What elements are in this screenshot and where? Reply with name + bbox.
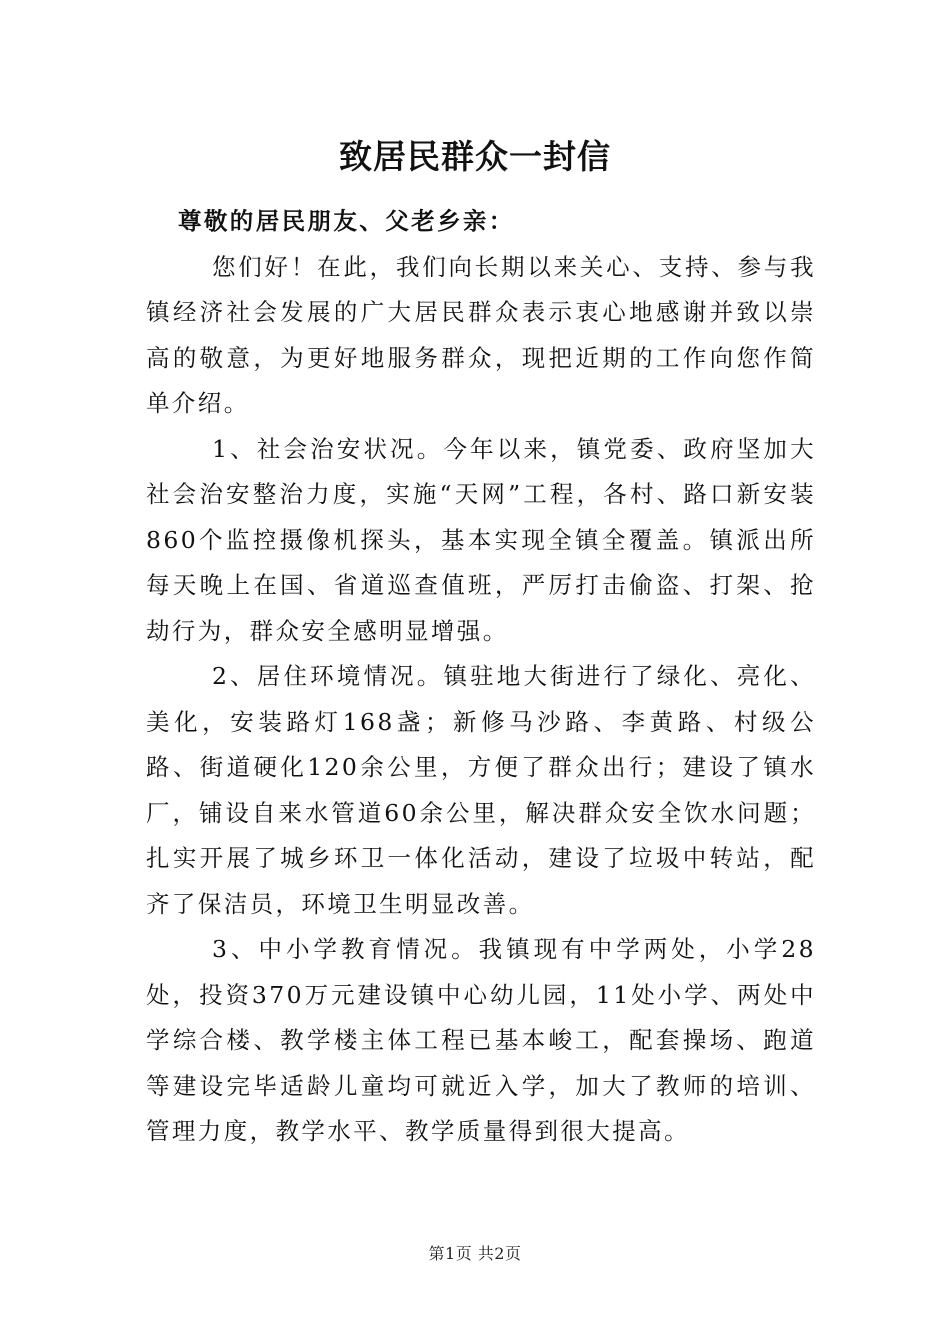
salutation: 尊敬的居民朋友、父老乡亲：: [178, 207, 515, 235]
letter-body: [146, 199, 816, 1155]
document-title: 致居民群众一封信: [339, 137, 611, 176]
paragraph-living-environment: 2、居住环境情况。镇驻地大街进行了绿化、亮化、美化，安装路灯168盏；新修马沙路、李黄路、村级公路、街道硬化120余公里，方便了群众出行；建设了镇水厂，铺设自来水管道60余公里，解决群众安全饮水问题；扎实开展了城乡环卫一体化活动，建设了垃圾中转站，配齐了保洁员，环境卫生明显改善。: [146, 662, 816, 918]
page-number-footer: 第1页 共2页: [428, 1244, 522, 1263]
paragraph-education: 3、中小学教育情况。我镇现有中学两处，小学28处，投资370万元建设镇中心幼儿园，11处小学、两处中学综合楼、教学楼主体工程已基本峻工，配套操场、跑道等建设完毕适龄儿童均可就近入学，加大了教师的培训、管理力度，教学水平、教学质量得到很大提高。: [146, 935, 816, 1145]
paragraph-greeting: 您们好！在此，我们向长期以来关心、支持、参与我镇经济社会发展的广大居民群众表示衷心地感谢并致以崇高的敬意，为更好地服务群众，现把近期的工作向您作简单介绍。: [146, 252, 816, 417]
paragraph-public-security: 1、社会治安状况。今年以来，镇党委、政府坚加大社会治安整治力度，实施“天网”工程，各村、路口新安装860个监控摄像机探头，基本实现全镇全覆盖。镇派出所每天晚上在国、省道巡查值班，严厉打击偷盗、打架、抢劫行为，群众安全感明显增强。: [146, 434, 816, 645]
